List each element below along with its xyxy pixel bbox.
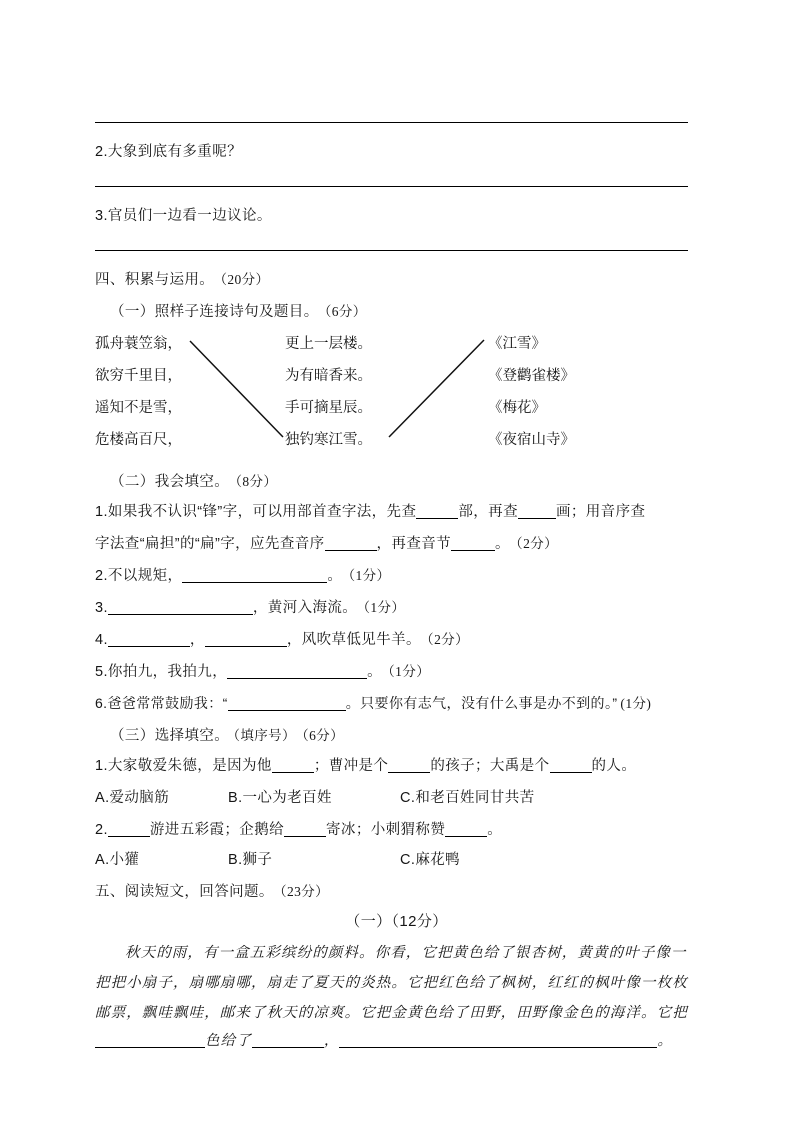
question-2-number: 2. (95, 144, 108, 160)
part-one-title: （一）照样子连接诗句及题目。 (110, 304, 319, 320)
fill-item-1-blank-2[interactable] (518, 505, 556, 519)
fill-item-6-number: 6. (95, 695, 108, 711)
connector-line-left (190, 341, 283, 437)
choice-q2-blank-3[interactable] (445, 823, 487, 837)
choice-q2-stem-c: 寄冰；小刺猬称赞 (326, 822, 446, 838)
fill-item-2-blank-1[interactable] (182, 569, 327, 583)
answer-rule-3[interactable] (95, 250, 688, 251)
question-2-text: 大象到底有多重呢？ (107, 144, 243, 160)
answer-rule-1[interactable] (95, 122, 688, 123)
fill-item-1-blank-4[interactable] (451, 537, 495, 551)
choice-q2-option-c[interactable] (400, 848, 460, 869)
fill-item-4-blank-1[interactable] (108, 633, 190, 647)
choice-question-2 (95, 818, 502, 839)
question-2 (95, 140, 242, 161)
choice-q1-blank-1[interactable] (272, 759, 314, 773)
passage-line-2: 把把小扇子，扇哪扇哪，扇走了夏天的炎热。它把红色给了枫树，红红的枫叶像一枚枚 (95, 975, 688, 991)
section-four-heading (95, 268, 269, 289)
reading-passage (95, 938, 695, 1028)
section-five-title: 五、阅读短文，回答问题。 (95, 884, 274, 900)
fill-item-2-text-a: 不以规矩， (107, 568, 183, 584)
choice-q2-option-b-key: B. (228, 852, 243, 868)
section-four-score: （20分） (220, 272, 270, 287)
fill-item-4 (95, 628, 469, 649)
match-middle-4[interactable]: 独钓寒江雪。 (285, 432, 372, 448)
fill-item-2-score: （1分） (348, 568, 391, 583)
choice-q2-option-c-label: 麻花鸭 (415, 852, 461, 868)
fill-item-1-blank-1[interactable] (416, 505, 458, 519)
question-3-text: 官员们一边看一边议论。 (107, 208, 272, 224)
match-right-2[interactable]: 《登鹳雀楼》 (488, 368, 575, 384)
fill-item-1-text-b: 部，再查 (458, 504, 518, 520)
match-middle-1[interactable]: 更上一层楼。 (285, 336, 372, 352)
part-three-score: （6分） (301, 728, 345, 743)
choice-q1-option-b-label: 一心为老百姓 (242, 790, 332, 806)
fill-item-1-text-a: 如果我不认识“锋”字，可以用部首查字法，先查 (107, 504, 417, 520)
passage-fill-end: 。 (657, 1033, 674, 1049)
fill-item-3-number: 3. (95, 600, 108, 616)
match-right-3[interactable]: 《梅花》 (488, 400, 546, 416)
fill-item-3 (95, 596, 405, 617)
fill-item-4-score: （2分） (426, 632, 470, 647)
fill-item-5-number: 5. (95, 664, 108, 680)
fill-item-5-text-a: 你拍九，我拍九， (107, 664, 228, 680)
fill-item-2-text-b: 。 (327, 568, 343, 584)
choice-q2-blank-2[interactable] (284, 823, 326, 837)
fill-item-1-score: （2分） (515, 536, 559, 551)
choice-q2-stem-d: 。 (487, 822, 503, 838)
choice-q2-option-a[interactable] (95, 848, 139, 869)
choice-q1-option-a-label: 爱动脑筋 (109, 790, 170, 806)
passage-blank-1[interactable] (95, 1034, 205, 1048)
fill-item-6-blank-1[interactable] (228, 697, 346, 711)
choice-q2-option-a-label: 小獾 (109, 852, 140, 868)
passage-fill-comma: ， (323, 1033, 340, 1049)
fill-item-5-text-b: 。 (367, 664, 383, 680)
choice-q1-stem-b: ；曹冲是个 (313, 758, 389, 774)
choice-q2-number: 2. (95, 822, 108, 838)
fill-item-6 (95, 692, 651, 713)
section-five-part-one-label: （一）（12分） (345, 913, 448, 930)
part-two-title: （二）我会填空。 (110, 474, 230, 490)
choice-q2-option-c-key: C. (400, 852, 416, 868)
fill-item-4-text-a: ， (189, 632, 205, 648)
fill-item-4-blank-2[interactable] (205, 633, 287, 647)
passage-fill-line (95, 1028, 715, 1054)
choice-q1-option-a[interactable] (95, 786, 169, 807)
section-four-title: 四、积累与运用。 (95, 272, 215, 288)
passage-line-1: 秋天的雨，有一盒五彩缤纷的颜料。你看，它把黄色给了银杏树，黄黄的叶子像一 (125, 945, 687, 961)
fill-item-1-text-c: 画；用音序查 (555, 504, 646, 520)
section-five-heading (95, 880, 329, 901)
choice-q1-option-b-key: B. (228, 790, 243, 806)
choice-q1-option-c[interactable] (400, 786, 535, 807)
choice-q2-option-b-label: 狮子 (242, 852, 273, 868)
match-left-4[interactable]: 危楼高百尺， (95, 432, 182, 448)
passage-blank-3[interactable] (339, 1034, 657, 1048)
match-left-3[interactable]: 遥知不是雪， (95, 400, 182, 416)
fill-item-1-text-e: ，再查音节 (376, 536, 452, 552)
fill-item-1-text-d: 字法查“扁担”的“扁”字，应先查音序 (95, 536, 325, 552)
fill-item-5 (95, 660, 430, 681)
match-right-4[interactable]: 《夜宿山寺》 (488, 432, 575, 448)
passage-fill-mid: 色给了 (205, 1033, 252, 1049)
choice-q1-stem-d: 的人。 (591, 758, 637, 774)
fill-item-1-line-a (95, 500, 645, 521)
part-one-heading (110, 300, 367, 321)
part-three-title: （三）选择填空。 (110, 728, 230, 744)
fill-item-5-score: （1分） (388, 664, 431, 679)
choice-q1-blank-3[interactable] (550, 759, 592, 773)
choice-q2-blank-1[interactable] (108, 823, 150, 837)
passage-blank-2[interactable] (252, 1034, 324, 1048)
choice-q2-stem-b: 游进五彩霞；企鹅给 (149, 822, 285, 838)
choice-q1-option-c-key: C. (400, 790, 416, 806)
fill-item-4-text-b: ，风吹草低见牛羊。 (286, 632, 421, 648)
answer-rule-2[interactable] (95, 186, 688, 187)
fill-item-5-blank-1[interactable] (227, 665, 367, 679)
fill-item-2-number: 2. (95, 568, 108, 584)
choice-q2-option-b[interactable] (228, 848, 272, 869)
part-three-note: （填序号） (233, 728, 296, 743)
match-middle-3[interactable]: 手可摘星辰。 (285, 400, 372, 416)
fill-item-1-blank-3[interactable] (325, 537, 377, 551)
choice-q1-option-a-key: A. (95, 790, 110, 806)
section-five-score: （23分） (279, 884, 330, 899)
choice-q2-option-a-key: A. (95, 852, 110, 868)
fill-item-4-number: 4. (95, 632, 108, 648)
choice-q1-option-c-label: 和老百姓同甘共苦 (415, 790, 535, 806)
part-two-score: （8分） (235, 474, 278, 489)
fill-item-1-number: 1. (95, 504, 108, 520)
connector-line-right (389, 340, 484, 437)
fill-item-3-text-a: ，黄河入海流。 (252, 600, 358, 616)
passage-line-3: 邮票，飘哇飘哇，邮来了秋天的凉爽。它把金黄色给了田野，田野像金色的海洋。它把 (95, 1005, 688, 1021)
match-middle-2[interactable]: 为有暗香来。 (285, 368, 372, 384)
fill-item-2 (95, 564, 390, 585)
part-three-heading (110, 724, 344, 745)
choice-question-1 (95, 754, 636, 775)
fill-item-1-line-b (95, 532, 558, 553)
choice-q1-option-b[interactable] (228, 786, 332, 807)
choice-q1-blank-2[interactable] (388, 759, 430, 773)
choice-q1-stem-a: 大家敬爱朱德，是因为他 (107, 758, 272, 774)
fill-item-3-blank-1[interactable] (108, 601, 253, 615)
question-3-number: 3. (95, 208, 108, 224)
fill-item-1-text-f: 。 (495, 536, 510, 552)
choice-q1-number: 1. (95, 758, 108, 774)
match-left-2[interactable]: 欲穷千里目， (95, 368, 182, 384)
part-one-score: （6分） (324, 304, 367, 319)
choice-q1-stem-c: 的孩子；大禹是个 (430, 758, 550, 774)
question-3 (95, 204, 272, 225)
match-right-1[interactable]: 《江雪》 (488, 336, 546, 352)
fill-item-3-score: （1分） (363, 600, 406, 615)
fill-item-6-score: (1分) (620, 696, 652, 711)
match-left-1[interactable]: 孤舟蓑笠翁， (95, 336, 182, 352)
fill-item-6-text-b: 。只要你有志气，没有什么事是办不到的。” (345, 695, 618, 711)
fill-item-6-text-a: 爸爸常常鼓励我：“ (107, 695, 228, 711)
part-two-heading (110, 470, 277, 491)
